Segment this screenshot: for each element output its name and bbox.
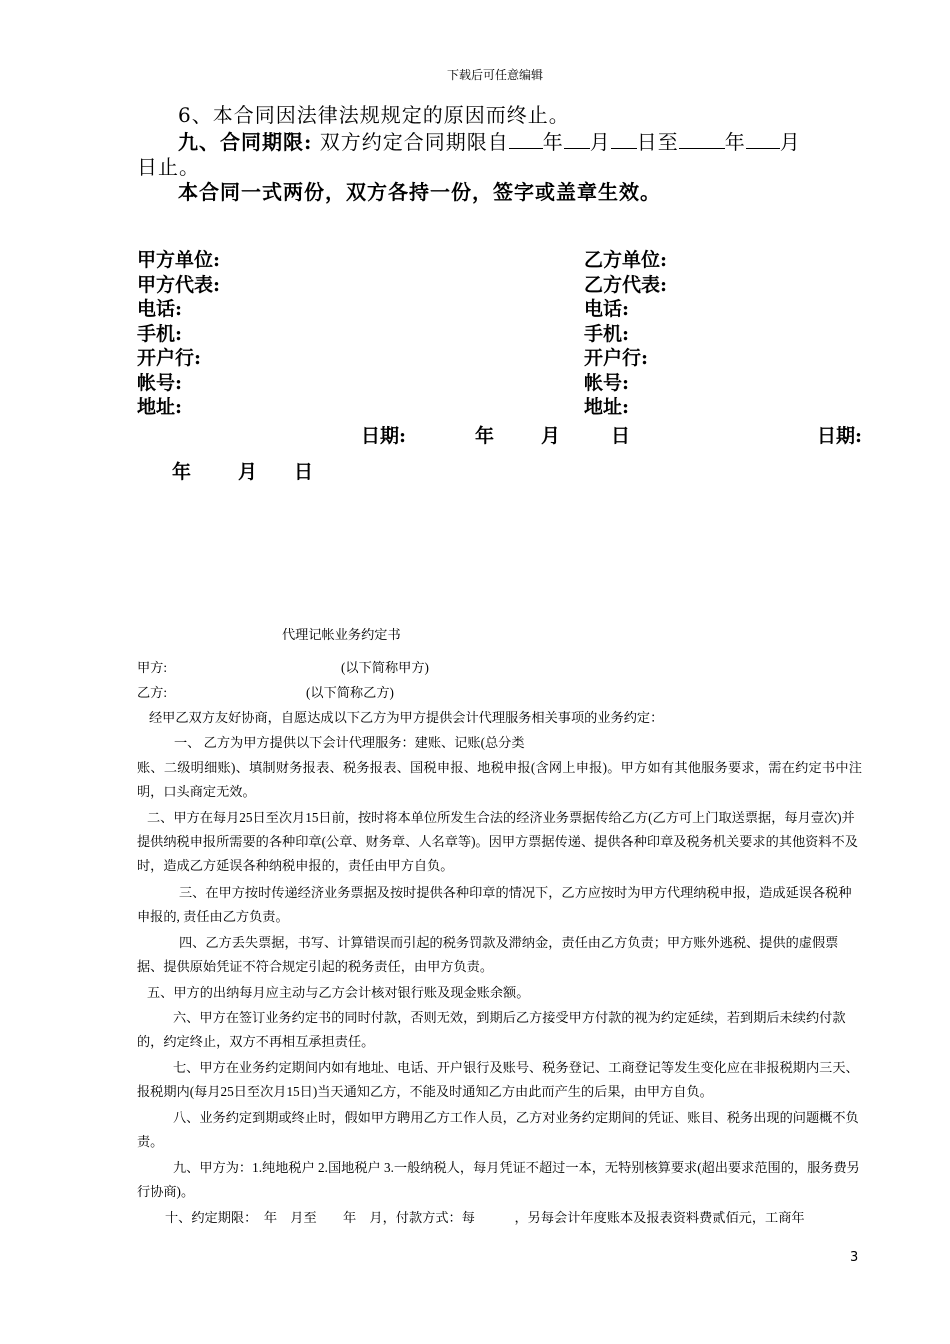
party-b-block	[584, 248, 667, 420]
clause-termination-6: 6、本合同因法律法规规定的原因而终止。	[178, 103, 570, 127]
party-a-bank: 开户行:	[137, 347, 202, 369]
party-b-address: 地址:	[584, 396, 630, 418]
date-month-b: 月	[238, 461, 258, 483]
clause-4: 四、乙方丢失票据，书写、计算错误而引起的税务罚款及滞纳金，责任由乙方负责；甲方账外逃税、提供的虚假票据、提供原始凭证不符合规定引起的税务责任，由甲方负责。	[137, 935, 839, 974]
copies-statement: 本合同一式两份，双方各持一份，签字或盖章生效。	[178, 180, 661, 204]
party-b-bank: 开户行:	[584, 347, 649, 369]
agreement-intro: 经甲乙双方友好协商，自愿达成以下乙方为甲方提供会计代理服务相关事项的业务约定：	[149, 710, 664, 725]
clause-3: 三、在甲方按时传递经济业务票据及按时提供各种印章的情况下，乙方应按时为甲方代理纳税申报，造成延误各税种申报的, 责任由乙方负责。	[137, 885, 852, 924]
party-a-mobile: 手机:	[137, 322, 183, 345]
contract-term-month-2: 月	[779, 130, 801, 154]
contract-term-month: 月	[589, 130, 611, 154]
date-year-a: 年	[475, 425, 495, 447]
party-a-address: 地址:	[137, 396, 183, 418]
party-a-account: 帐号:	[137, 371, 183, 394]
date-label-a: 日期:	[361, 425, 407, 447]
party-b-line-note: (以下简称乙方)	[306, 685, 394, 700]
party-b-account: 帐号:	[584, 371, 630, 394]
blank-year	[509, 130, 543, 149]
clause-2: 二、甲方在每月25日至次月15日前，按时将本单位所发生合法的经济业务票据传给乙方(乙方可上门取送票据，每月壹次)并提供纳税申报所需要的各种印章(公章、财务章、人名章等)。因甲方票据传递、提供各种印章及税务机关要求的其他资料不及时，造成乙方延误各种纳税申报的，责任由甲方自负。	[137, 810, 858, 873]
clause-1-head: 一、 乙方为甲方提供以下会计代理服务：建账、记账(总分类	[174, 735, 525, 750]
contract-term-text-a: 双方约定合同期限自	[319, 130, 509, 154]
contract-term-line	[178, 126, 801, 155]
clause-9: 九、甲方为：1.纯地税户 2.国地税户 3.一般纳税人，每月凭证不超过一本，无特别核算要求(超出要求范围的，服务费另行协商)。	[137, 1160, 860, 1199]
clause-6: 六、甲方在签订业务约定书的同时付款，否则无效，到期后乙方接受甲方付款的视为约定延续，若到期后未续约付款的，约定终止，双方不再相互承担责任。	[137, 1010, 846, 1049]
blank-day	[611, 130, 637, 149]
blank-month-2	[746, 130, 780, 149]
page-header-note: 下载后可任意编辑	[447, 68, 544, 82]
party-a-phone: 电话:	[137, 298, 183, 320]
page-number: 3	[850, 1250, 859, 1265]
contract-term-year-2: 年	[724, 130, 746, 154]
party-a-line-label: 甲方:	[137, 660, 168, 675]
contract-term-end: 日止。	[137, 155, 200, 179]
party-b-mobile: 手机:	[584, 322, 630, 345]
contract-term-year: 年	[542, 130, 564, 154]
date-day-b: 日	[294, 461, 314, 483]
contract-term-day-to: 日至	[636, 130, 679, 154]
party-a-line-note: (以下简称甲方)	[341, 660, 429, 675]
clause-5: 五、甲方的出纳每月应主动与乙方会计核对银行账及现金账余额。	[147, 985, 530, 1000]
contract-term-label: 九、合同期限:	[178, 130, 313, 154]
date-month-a: 月	[541, 425, 561, 447]
party-a-unit: 甲方单位:	[137, 249, 221, 271]
party-b-unit: 乙方单位:	[584, 249, 668, 271]
blank-year-2	[679, 130, 725, 149]
clause-1-body: 账、二级明细账)、填制财务报表、税务报表、国税申报、地税申报(含网上申报)。甲方如有其他服务要求，需在约定书中注明，口头商定无效。	[137, 760, 862, 799]
party-a-rep: 甲方代表:	[137, 273, 221, 296]
date-year-b: 年	[172, 461, 192, 483]
party-b-line-label: 乙方:	[137, 685, 168, 700]
agreement-title: 代理记帐业务约定书	[282, 627, 401, 642]
blank-month	[564, 130, 590, 149]
date-day-a: 日	[611, 425, 631, 447]
clause-8: 八、业务约定到期或终止时，假如甲方聘用乙方工作人员，乙方对业务约定期间的凭证、账目、税务出现的问题概不负责。	[137, 1110, 859, 1149]
clause-10: 十、约定期限： 年 月至 年 月，付款方式：每 ，另每会计年度账本及报表资料费贰佰元，工商年	[165, 1210, 805, 1225]
party-b-rep: 乙方代表:	[584, 273, 668, 296]
party-b-phone: 电话:	[584, 298, 630, 320]
party-a-block	[137, 248, 220, 420]
date-label-b: 日期:	[817, 425, 863, 447]
clause-7: 七、甲方在业务约定期间内如有地址、电话、开户银行及账号、税务登记、工商登记等发生变化应在非报税期内三天、报税期内(每月25日至次月15日)当天通知乙方，不能及时通知乙方由此而产生的后果，由甲方自负。	[137, 1060, 859, 1099]
